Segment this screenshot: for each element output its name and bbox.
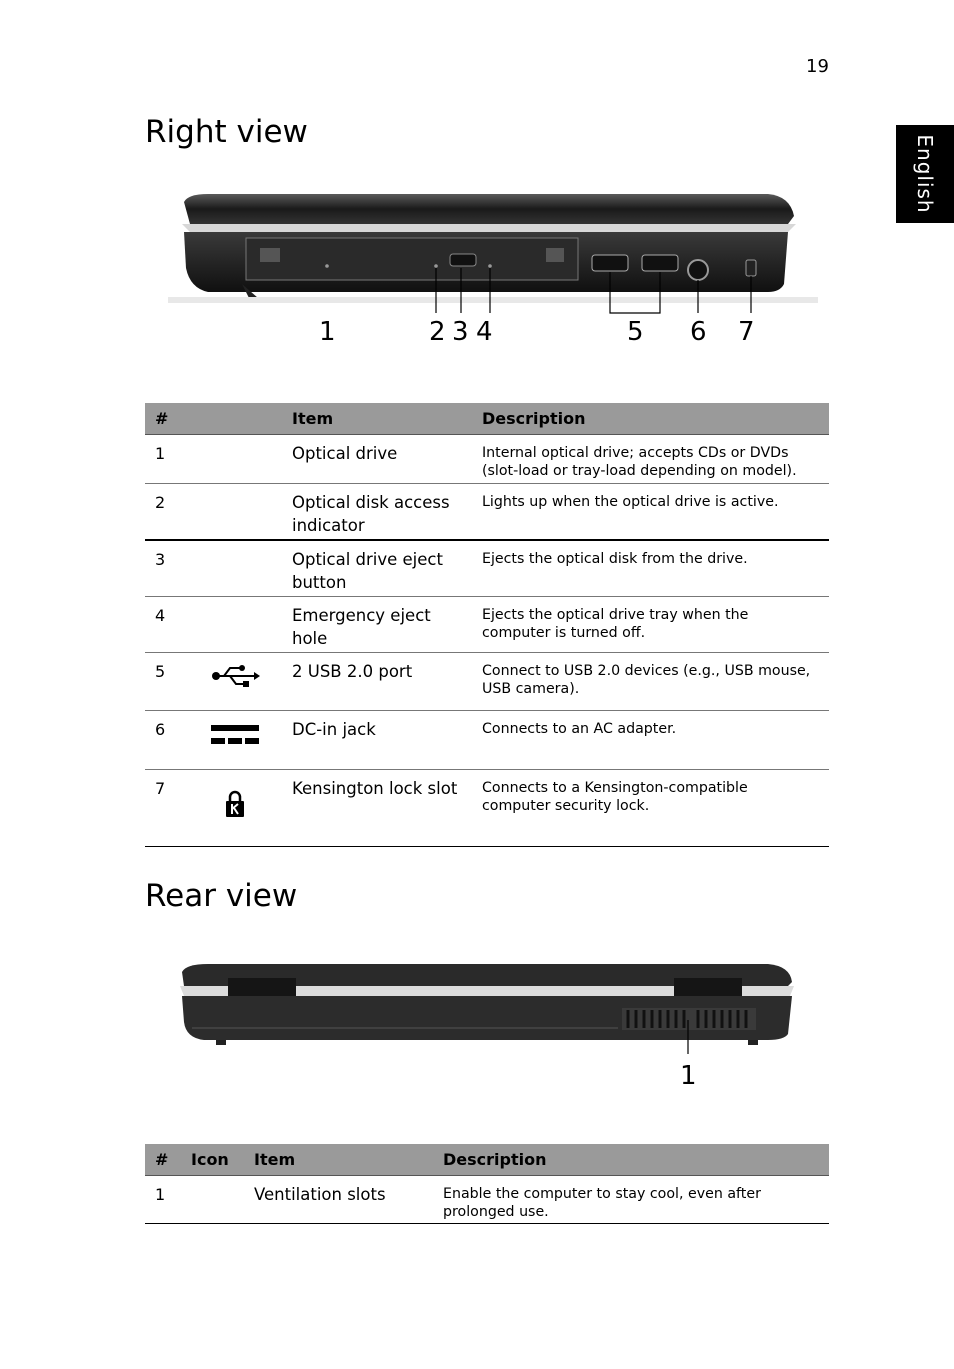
- rear-view-table: [145, 1144, 829, 1224]
- row-icon-cell: [187, 540, 282, 597]
- table-row: [145, 653, 829, 711]
- table-header-row: [145, 1144, 829, 1176]
- table-header-row: [145, 403, 829, 435]
- row-icon-cell: [187, 597, 282, 653]
- row-icon-cell: [187, 770, 282, 847]
- row-item: Optical drive eject button: [282, 540, 472, 597]
- table-row: [145, 435, 829, 484]
- table-row: [145, 1176, 829, 1224]
- header-description: Description: [472, 403, 829, 435]
- row-item: Optical drive: [282, 435, 472, 484]
- header-icon: [187, 403, 282, 435]
- row-number: 7: [145, 770, 187, 847]
- callout-label: 3: [452, 317, 469, 347]
- language-tab: [896, 125, 954, 223]
- table-row: [145, 484, 829, 541]
- usb-icon: [210, 663, 260, 689]
- table-row: [145, 597, 829, 653]
- kensington-lock-icon: [225, 790, 245, 818]
- row-number: 1: [145, 435, 187, 484]
- callout-label: 6: [690, 317, 707, 347]
- row-icon-cell: [187, 435, 282, 484]
- laptop-right-side-illustration: [168, 188, 818, 353]
- table-row: [145, 770, 829, 847]
- laptop-rear-illustration: [168, 958, 808, 1093]
- row-description: Connect to USB 2.0 devices (e.g., USB mouse, USB camera).: [472, 653, 829, 711]
- row-number: 1: [145, 1176, 181, 1224]
- callout-label: 4: [476, 317, 493, 347]
- header-number: #: [145, 1144, 181, 1176]
- row-item: Kensington lock slot: [282, 770, 472, 847]
- row-number: 6: [145, 711, 187, 770]
- callout-label: 7: [738, 317, 755, 347]
- row-description: Enable the computer to stay cool, even after prolonged use.: [433, 1176, 829, 1224]
- row-item: DC-in jack: [282, 711, 472, 770]
- row-item: Ventilation slots: [244, 1176, 433, 1224]
- header-number: #: [145, 403, 187, 435]
- table-row: [145, 711, 829, 770]
- row-icon-cell: [187, 653, 282, 711]
- page-number: 19: [806, 56, 829, 77]
- header-item: Item: [244, 1144, 433, 1176]
- callout-label: 5: [627, 317, 644, 347]
- row-item: Emergency eject hole: [282, 597, 472, 653]
- row-number: 5: [145, 653, 187, 711]
- row-item: 2 USB 2.0 port: [282, 653, 472, 711]
- laptop-rear-view-image: [168, 958, 808, 1093]
- row-item: Optical disk access indicator: [282, 484, 472, 541]
- row-icon-cell: [187, 711, 282, 770]
- row-number: 3: [145, 540, 187, 597]
- language-tab-label: English: [913, 134, 937, 214]
- header-icon: Icon: [181, 1144, 244, 1176]
- row-number: 4: [145, 597, 187, 653]
- row-description: Connects to an AC adapter.: [472, 711, 829, 770]
- row-description: Connects to a Kensington-compatible computer security lock.: [472, 770, 829, 847]
- row-icon-cell: [181, 1176, 244, 1224]
- right-view-heading: Right view: [145, 114, 308, 150]
- row-description: Internal optical drive; accepts CDs or DVDs (slot-load or tray-load depending on model).: [472, 435, 829, 484]
- row-icon-cell: [187, 484, 282, 541]
- row-description: Ejects the optical drive tray when the computer is turned off.: [472, 597, 829, 653]
- header-description: Description: [433, 1144, 829, 1176]
- row-number: 2: [145, 484, 187, 541]
- header-item: Item: [282, 403, 472, 435]
- callout-label: 2: [429, 317, 446, 347]
- row-description: Ejects the optical disk from the drive.: [472, 540, 829, 597]
- rear-view-heading: Rear view: [145, 878, 298, 914]
- callout-label: 1: [680, 1061, 697, 1091]
- right-view-table: [145, 403, 829, 847]
- row-description: Lights up when the optical drive is active.: [472, 484, 829, 541]
- callout-label: 1: [319, 317, 336, 347]
- table-row: [145, 540, 829, 597]
- laptop-right-view-image: [168, 188, 818, 353]
- dc-in-icon: [211, 721, 259, 747]
